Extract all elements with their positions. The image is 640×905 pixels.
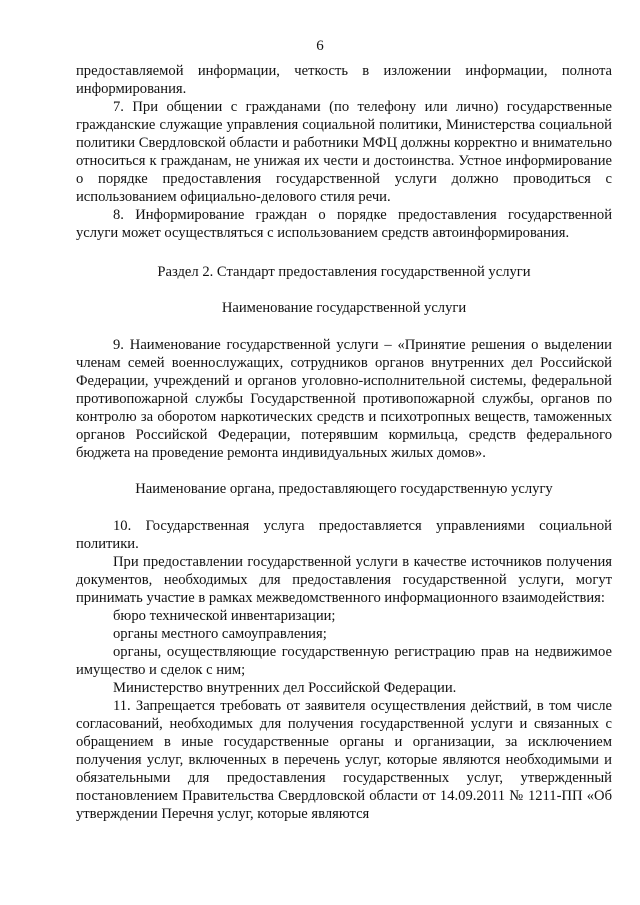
document-body — [76, 62, 612, 823]
paragraph-10-participants: При предоставлении государственной услуги в качестве источников получения документов, необходимых для предоставления государственной услуги, могут принимать участие в рамках межведомственного информационного взаимодействия: — [76, 554, 612, 606]
list-item: органы местного самоуправления; — [113, 626, 327, 642]
paragraph-11: 11. Запрещается требовать от заявителя осуществления действий, в том числе согласований, необходимых для получения государственной услуги и связанных с обращением в иные государственные органы и организации, за исключением получения услуг, включенных в перечень услуг, которые являются необходимыми и обязательными для предоставления государственных услуг, утвержденный постановлением Правительства Свердловской области от 14.09.2011 № 1211-ПП «Об утверждении Перечня услуг, которые являются — [76, 698, 612, 822]
paragraph-continuation: предоставляемой информации, четкость в изложении информации, полнота информирования. — [76, 63, 612, 97]
list-item: бюро технической инвентаризации; — [113, 608, 336, 624]
list-item: органы, осуществляющие государственную регистрацию прав на недвижимое имущество и сделок с ним; — [76, 644, 612, 678]
section-heading: Раздел 2. Стандарт предоставления государственной услуги — [157, 264, 531, 280]
paragraph-8: 8. Информирование граждан о порядке предоставления государственной услуги может осуществляться с использованием средств автоинформирования. — [76, 207, 612, 241]
paragraph-7: 7. При общении с гражданами (по телефону или лично) государственные гражданские служащие управления социальной политики, Министерства социальной политики Свердловской области и работники МФЦ должны корректно и внимательно относиться к гражданам, не унижая их чести и достоинства. Устное информирование о порядке предоставления государственной услуги должно проводиться с использованием официально-делового стиля речи. — [76, 99, 612, 205]
paragraph-10: 10. Государственная услуга предоставляется управлениями социальной политики. — [76, 518, 612, 552]
subheading-organ: Наименование органа, предоставляющего государственную услугу — [135, 481, 553, 497]
paragraph-9: 9. Наименование государственной услуги – «Принятие решения о выделении членам семей военнослужащих, сотрудников органов внутренних дел Российской Федерации, учреждений и органов уголовно-исполнительной системы, федеральной противопожарной службы Государственной противопожарной службы, органов по контролю за оборотом наркотических средств и психотропных веществ, таможенных органов Российской Федерации, потерявшим кормильца, средств федерального бюджета на проведение ремонта индивидуальных жилых домов». — [76, 337, 612, 461]
list-item: Министерство внутренних дел Российской Федерации. — [113, 680, 457, 696]
subheading-service-name: Наименование государственной услуги — [221, 300, 467, 316]
page-number: 6 — [316, 38, 324, 54]
